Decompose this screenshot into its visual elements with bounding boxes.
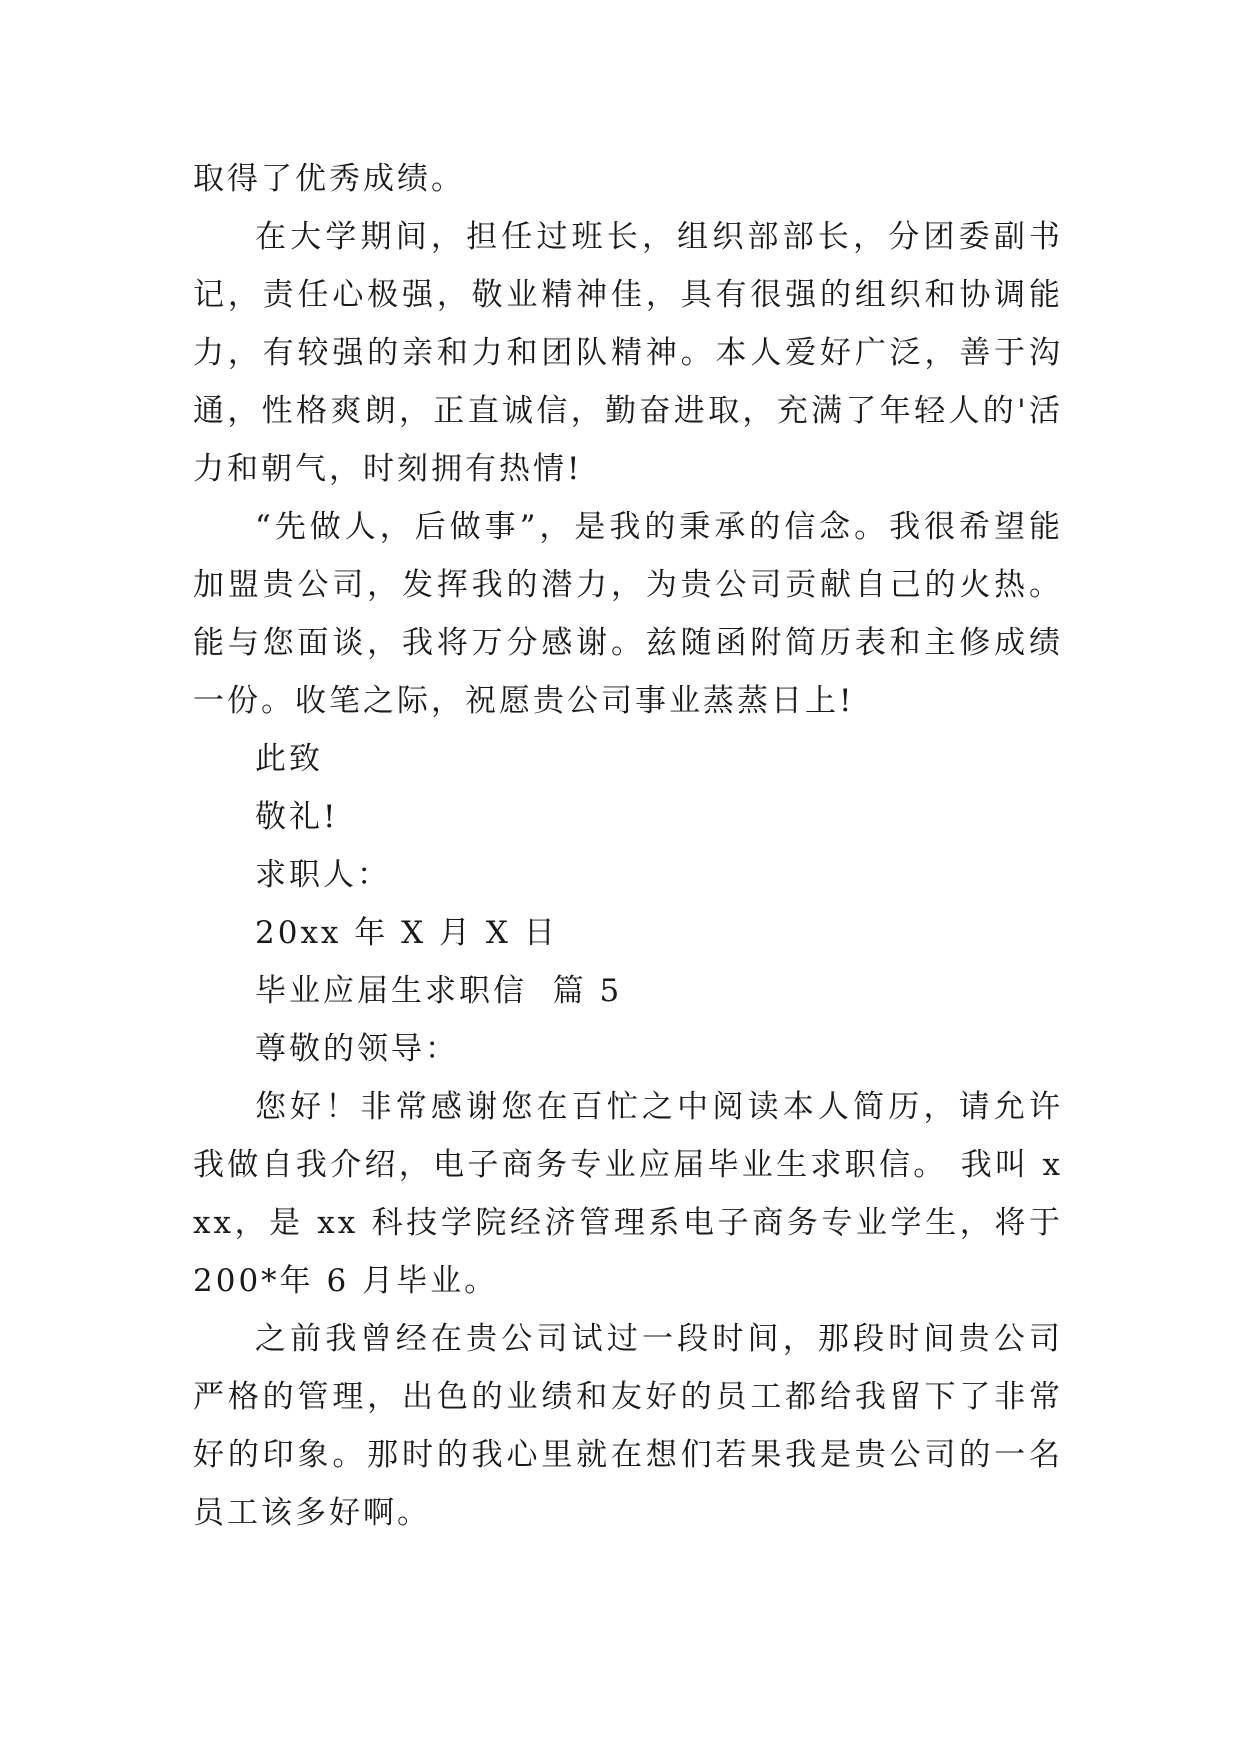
- closing-regards: 敬礼!: [255, 799, 339, 835]
- applicant-signature-label: 求职人：: [255, 857, 391, 893]
- paragraph-prior-experience: 之前我曾经在贵公司试过一段时间，那段时间贵公司严格的管理，出色的业绩和友好的员工都给我留下了非常好的印象。那时的我心里就在想们若果我是贵公司的一名员工该多好啊。: [193, 1321, 1063, 1531]
- paragraph-university-experience: 在大学期间，担任过班长，组织部部长，分团委副书记，责任心极强，敬业精神佳，具有很强的组织和协调能力，有较强的亲和力和团队精神。本人爱好广泛，善于沟通，性格爽朗，正直诚信，勤奋进取，充满了年轻人的'活力和朝气，时刻拥有热情!: [193, 219, 1063, 487]
- document-page: [193, 150, 1076, 1542]
- paragraph-intro-continuation: 取得了优秀成绩。: [193, 161, 465, 197]
- closing-salutation: 此致: [255, 741, 323, 777]
- paragraph-self-introduction: 您好！非常感谢您在百忙之中阅读本人简历，请允许我做自我介绍，电子商务专业应届毕业生求职信。 我叫 xxx，是 xx 科技学院经济管理系电子商务专业学生，将于 200*年 6 月毕业。: [193, 1089, 1076, 1299]
- paragraph-motto: “先做人，后做事”，是我的秉承的信念。我很希望能加盟贵公司，发挥我的潜力，为贵公司贡献自己的火热。能与您面谈，我将万分感谢。兹随函附简历表和主修成绩一份。收笔之际，祝愿贵公司事业蒸蒸日上!: [193, 509, 1063, 719]
- letter-date: 20xx 年 X 月 X 日: [255, 915, 558, 951]
- section-heading: 毕业应届生求职信 篇 5: [255, 973, 623, 1009]
- letter-greeting: 尊敬的领导：: [255, 1031, 459, 1067]
